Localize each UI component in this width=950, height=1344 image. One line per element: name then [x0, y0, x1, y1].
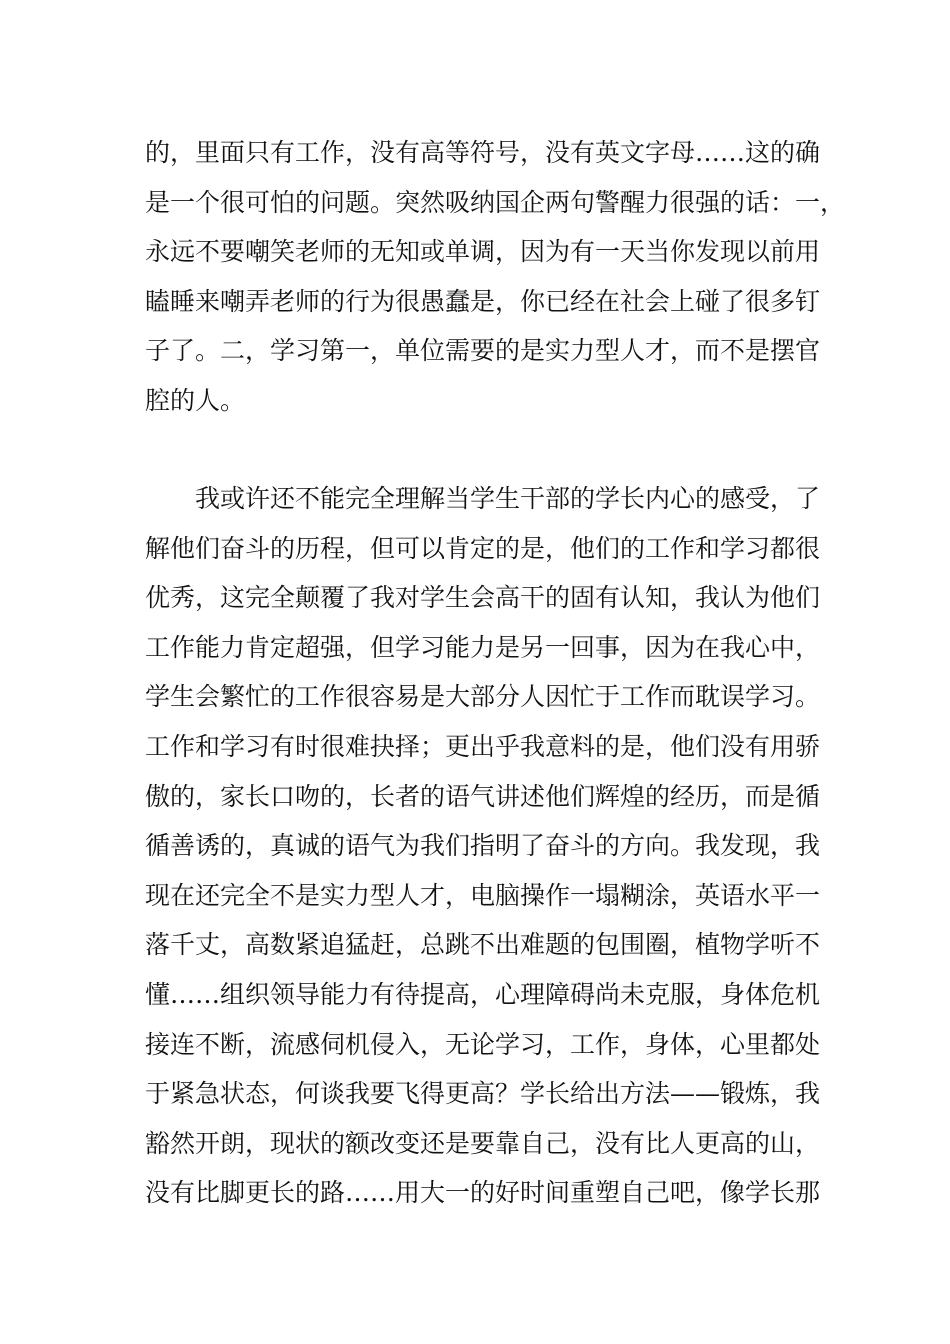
paragraph-2-line: 工作和学习有时很难抉择；更出乎我意料的是，他们没有用骄 [145, 731, 821, 761]
paragraph-2-line: 学生会繁忙的工作很容易是大部分人因忙于工作而耽误学习。 [145, 682, 821, 712]
paragraph-2-line: 解他们奋斗的历程，但可以肯定的是，他们的工作和学习都很 [145, 533, 821, 563]
paragraph-1-line: 腔的人。 [145, 385, 246, 415]
paragraph-2-line: 工作能力肯定超强，但学习能力是另一回事，因为在我心中， [145, 632, 821, 662]
paragraph-1 [145, 128, 846, 426]
paragraph-2-line: 我或许还不能完全理解当学生干部的学长内心的感受，了 [145, 484, 821, 513]
paragraph-2-line: 循善诱的，真诚的语气为我们指明了奋斗的方向。我发现，我 [145, 831, 821, 861]
paragraph-2-line: 懂……组织领导能力有待提高，心理障碍尚未克服，身体危机 [145, 979, 821, 1009]
paragraph-2-line: 现在还完全不是实力型人才，电脑操作一塌糊涂，英语水平一 [145, 880, 821, 910]
paragraph-2-line: 没有比脚更长的路……用大一的好时间重塑自己吧，像学长那 [145, 1178, 821, 1208]
paragraph-2-line: 接连不断，流感伺机侵入，无论学习，工作，身体，心里都处 [145, 1029, 821, 1059]
paragraph-1-line: 是一个很可怕的问题。突然吸纳国企两句警醒力很强的话：一， [145, 187, 846, 217]
paragraph-2-line: 优秀，这完全颠覆了我对学生会高干的固有认知，我认为他们 [145, 583, 821, 613]
paragraph-2-line: 于紧急状态，何谈我要飞得更高？学长给出方法——锻炼，我 [145, 1079, 821, 1109]
paragraph-2-line: 落千丈，高数紧追猛赶，总跳不出难题的包围圈，植物学听不 [145, 930, 821, 960]
paragraph-1-line: 永远不要嘲笑老师的无知或单调，因为有一天当你发现以前用 [145, 237, 821, 267]
paragraph-2-line: 傲的，家长口吻的，长者的语气讲述他们辉煌的经历，而是循 [145, 781, 821, 811]
paragraph-1-line: 瞌睡来嘲弄老师的行为很愚蠢是，你已经在社会上碰了很多钉 [145, 286, 821, 316]
paragraph-1-line: 的，里面只有工作，没有高等符号，没有英文字母……这的确 [145, 138, 821, 167]
paragraph-2-line: 豁然开朗，现状的额改变还是要靠自己，没有比人更高的山， [145, 1128, 821, 1158]
paragraph-1-line: 子了。二，学习第一，单位需要的是实力型人才，而不是摆官 [145, 336, 821, 366]
paragraph-2 [145, 474, 825, 1218]
